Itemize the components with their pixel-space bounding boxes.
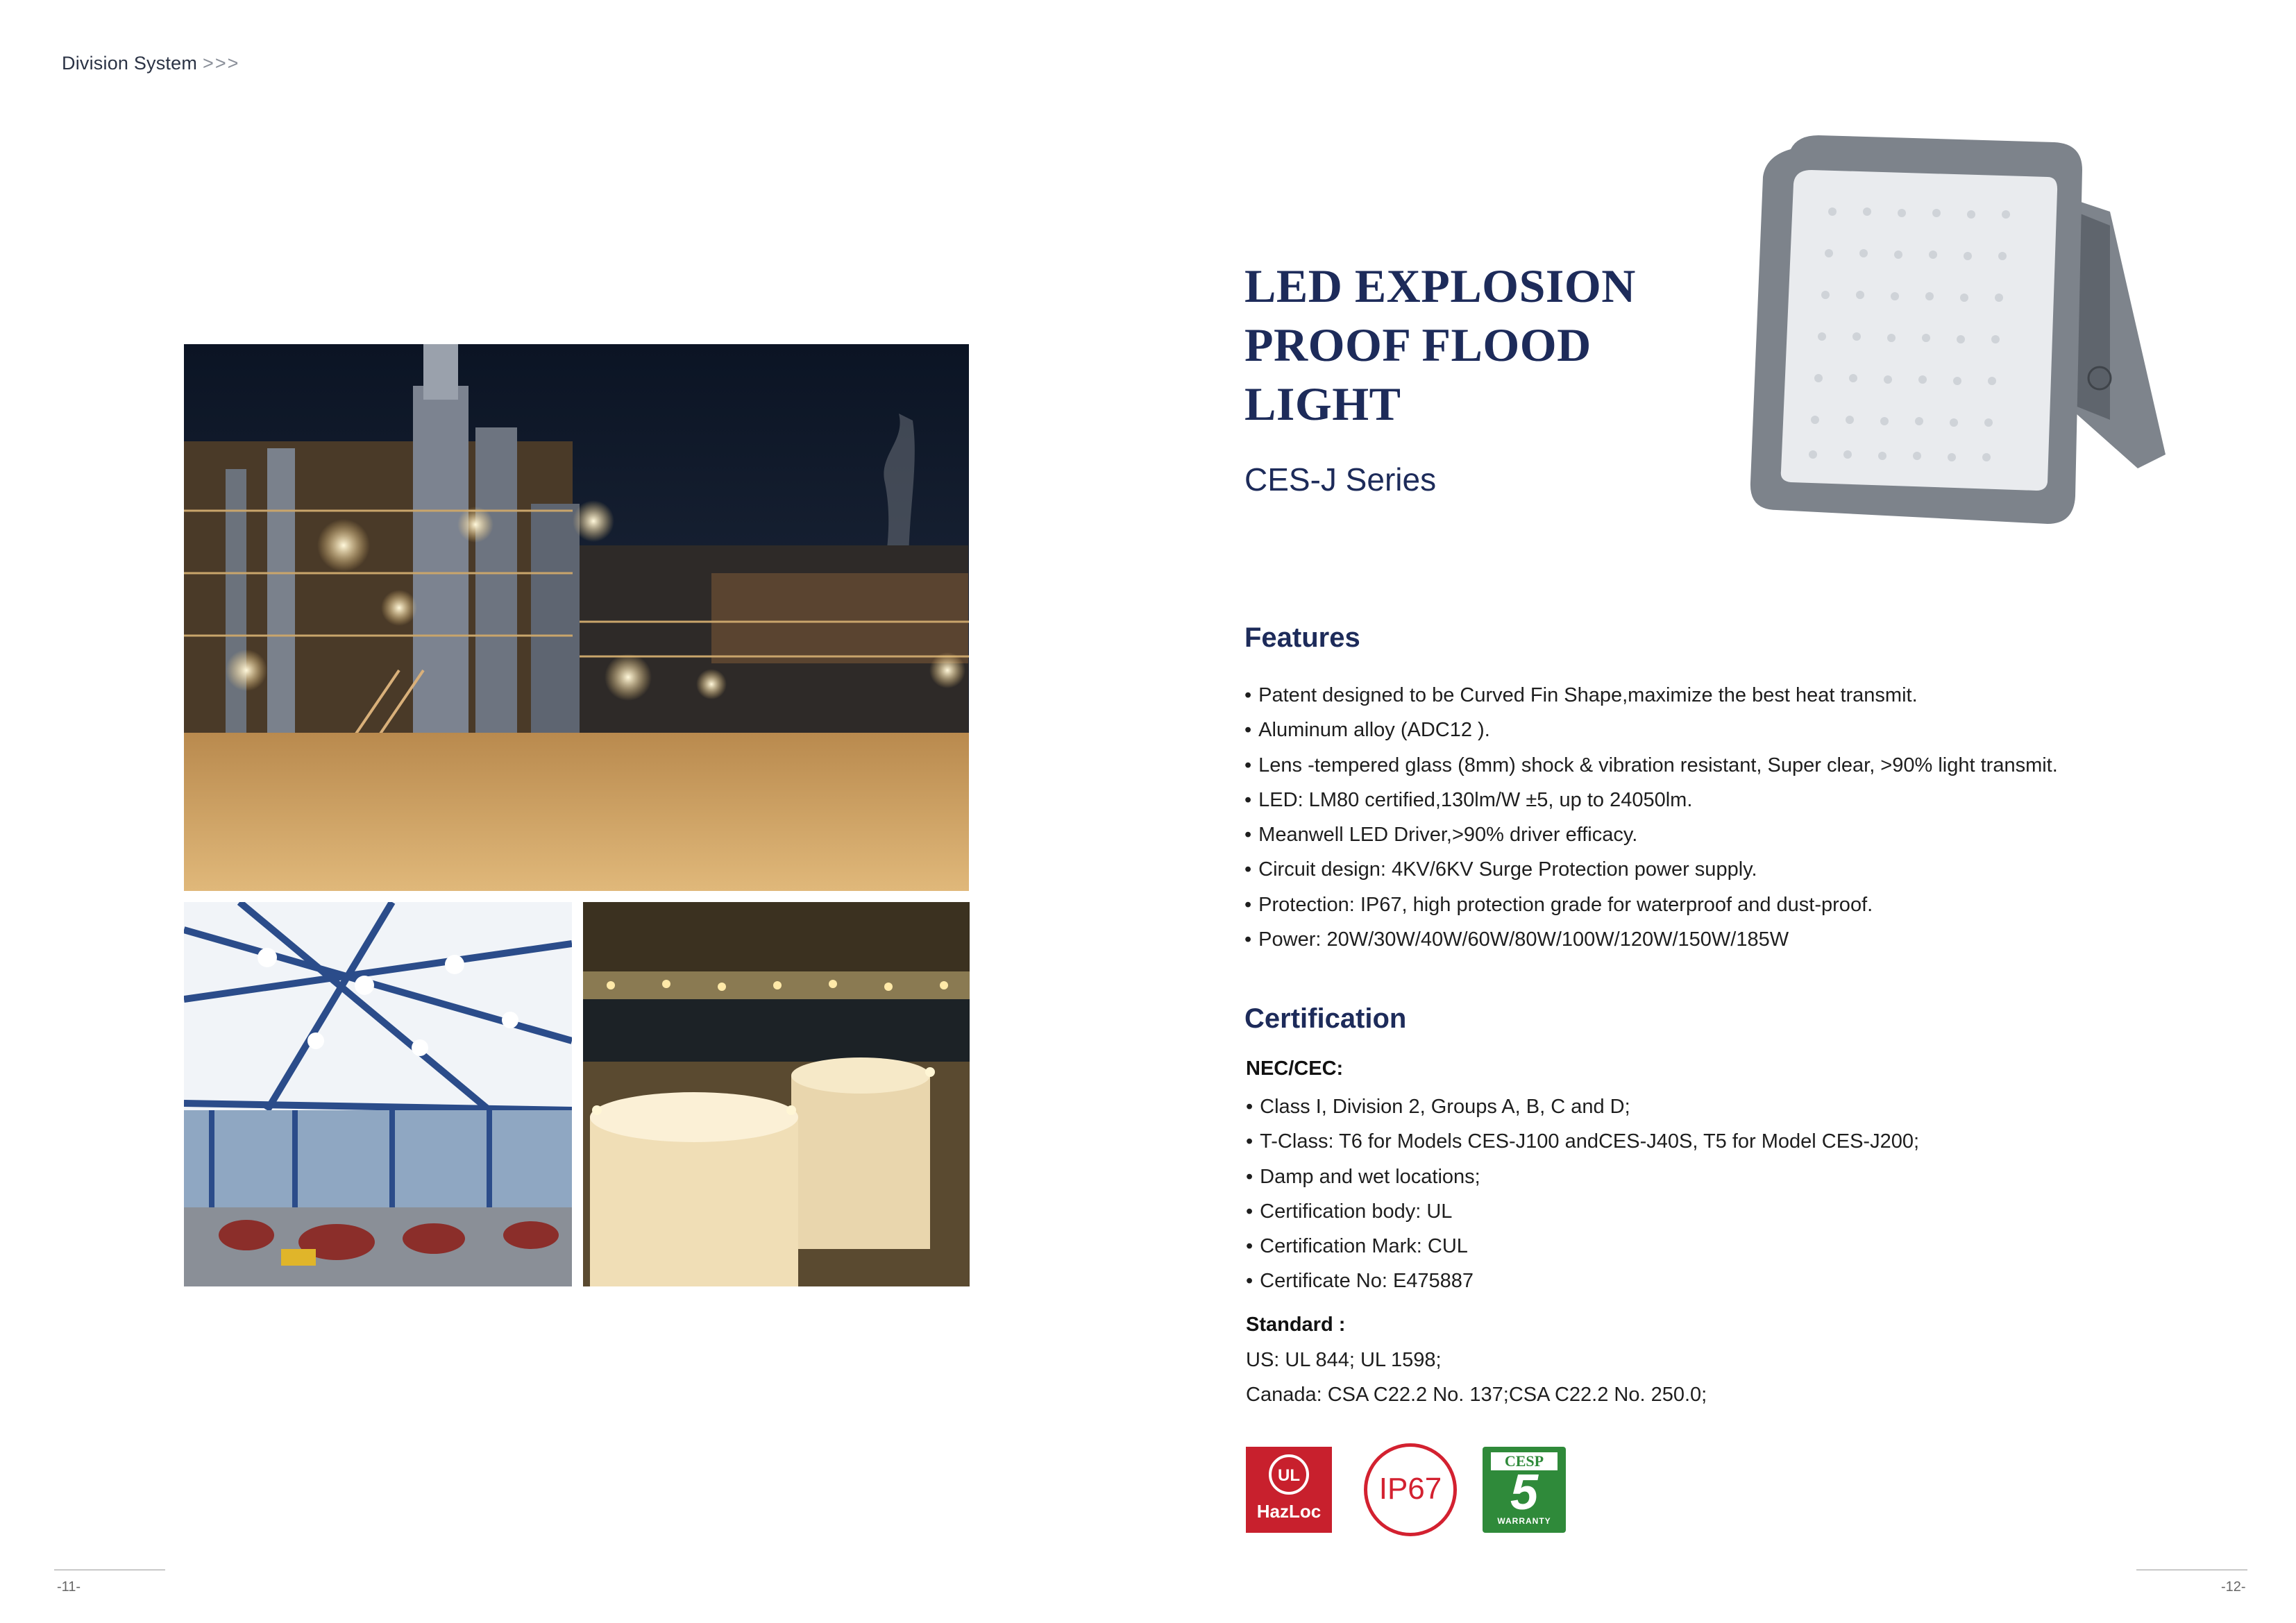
certification-list (1246, 1089, 1919, 1299)
ul-mark-text: UL (1278, 1466, 1300, 1485)
features-list (1244, 678, 2058, 957)
ip67-badge (1364, 1443, 1457, 1536)
nec-cec-label: NEC/CEC: (1246, 1057, 1344, 1080)
section-name: Division System (62, 53, 198, 74)
section-breadcrumb (62, 53, 239, 74)
features-heading: Features (1244, 622, 1360, 653)
flood-light-product-image (1749, 135, 2179, 538)
product-title (1244, 257, 1730, 434)
list-item: • LED: LM80 certified,130lm/W ±5, up to 24050lm. (1244, 783, 2058, 817)
breadcrumb-arrows: >>> (203, 53, 240, 74)
list-item: • Circuit design: 4KV/6KV Surge Protection power supply. (1244, 852, 2058, 887)
hazloc-text: HazLoc (1256, 1501, 1322, 1522)
list-item: • Damp and wet locations; (1246, 1159, 1919, 1194)
title-line-2: PROOF FLOOD (1244, 318, 1592, 371)
standard-label: Standard : (1246, 1314, 1346, 1336)
certification-heading: Certification (1244, 1003, 1407, 1034)
list-item: • Protection: IP67, high protection grade for waterproof and dust-proof. (1244, 887, 2058, 922)
page-number-left: -11- (57, 1579, 81, 1595)
ul-logo-icon (1268, 1454, 1310, 1495)
list-item: • Lens -tempered glass (8mm) shock & vibration resistant, Super clear, >90% light transmit. (1244, 748, 2058, 783)
page-number-right: -12- (2221, 1579, 2246, 1595)
ip67-text: IP67 (1378, 1472, 1442, 1506)
title-line-3: LIGHT (1244, 377, 1401, 430)
standard-canada: Canada: CSA C22.2 No. 137;CSA C22.2 No. 250.0; (1246, 1384, 1707, 1406)
product-series: CES-J Series (1244, 461, 1437, 498)
list-item: • Class I, Division 2, Groups A, B, C and D; (1246, 1089, 1919, 1124)
refinery-night-photo (184, 344, 969, 891)
cesp-warranty-badge (1483, 1447, 1566, 1533)
list-item: • Patent designed to be Curved Fin Shape,maximize the best heat transmit. (1244, 678, 2058, 713)
ul-hazloc-badge (1246, 1447, 1332, 1533)
list-item: • Certification body: UL (1246, 1194, 1919, 1229)
warranty-years: 5 (1510, 1465, 1539, 1520)
cesp-label: CESP (1491, 1452, 1558, 1470)
warehouse-interior-photo (184, 902, 572, 1286)
list-item: • Certification Mark: CUL (1246, 1229, 1919, 1264)
title-line-1: LED EXPLOSION (1244, 260, 1636, 312)
list-item: • Aluminum alloy (ADC12 ). (1244, 713, 2058, 747)
warranty-text: WARRANTY (1497, 1516, 1551, 1526)
list-item: • T-Class: T6 for Models CES-J100 andCES-J40S, T5 for Model CES-J200; (1246, 1124, 1919, 1159)
list-item: • Meanwell LED Driver,>90% driver efficacy. (1244, 817, 2058, 852)
storage-tanks-photo (583, 902, 970, 1286)
list-item: • Power: 20W/30W/40W/60W/80W/100W/120W/150W/185W (1244, 922, 2058, 957)
standard-us: US: UL 844; UL 1598; (1246, 1349, 1442, 1371)
list-item: • Certificate No: E475887 (1246, 1264, 1919, 1298)
